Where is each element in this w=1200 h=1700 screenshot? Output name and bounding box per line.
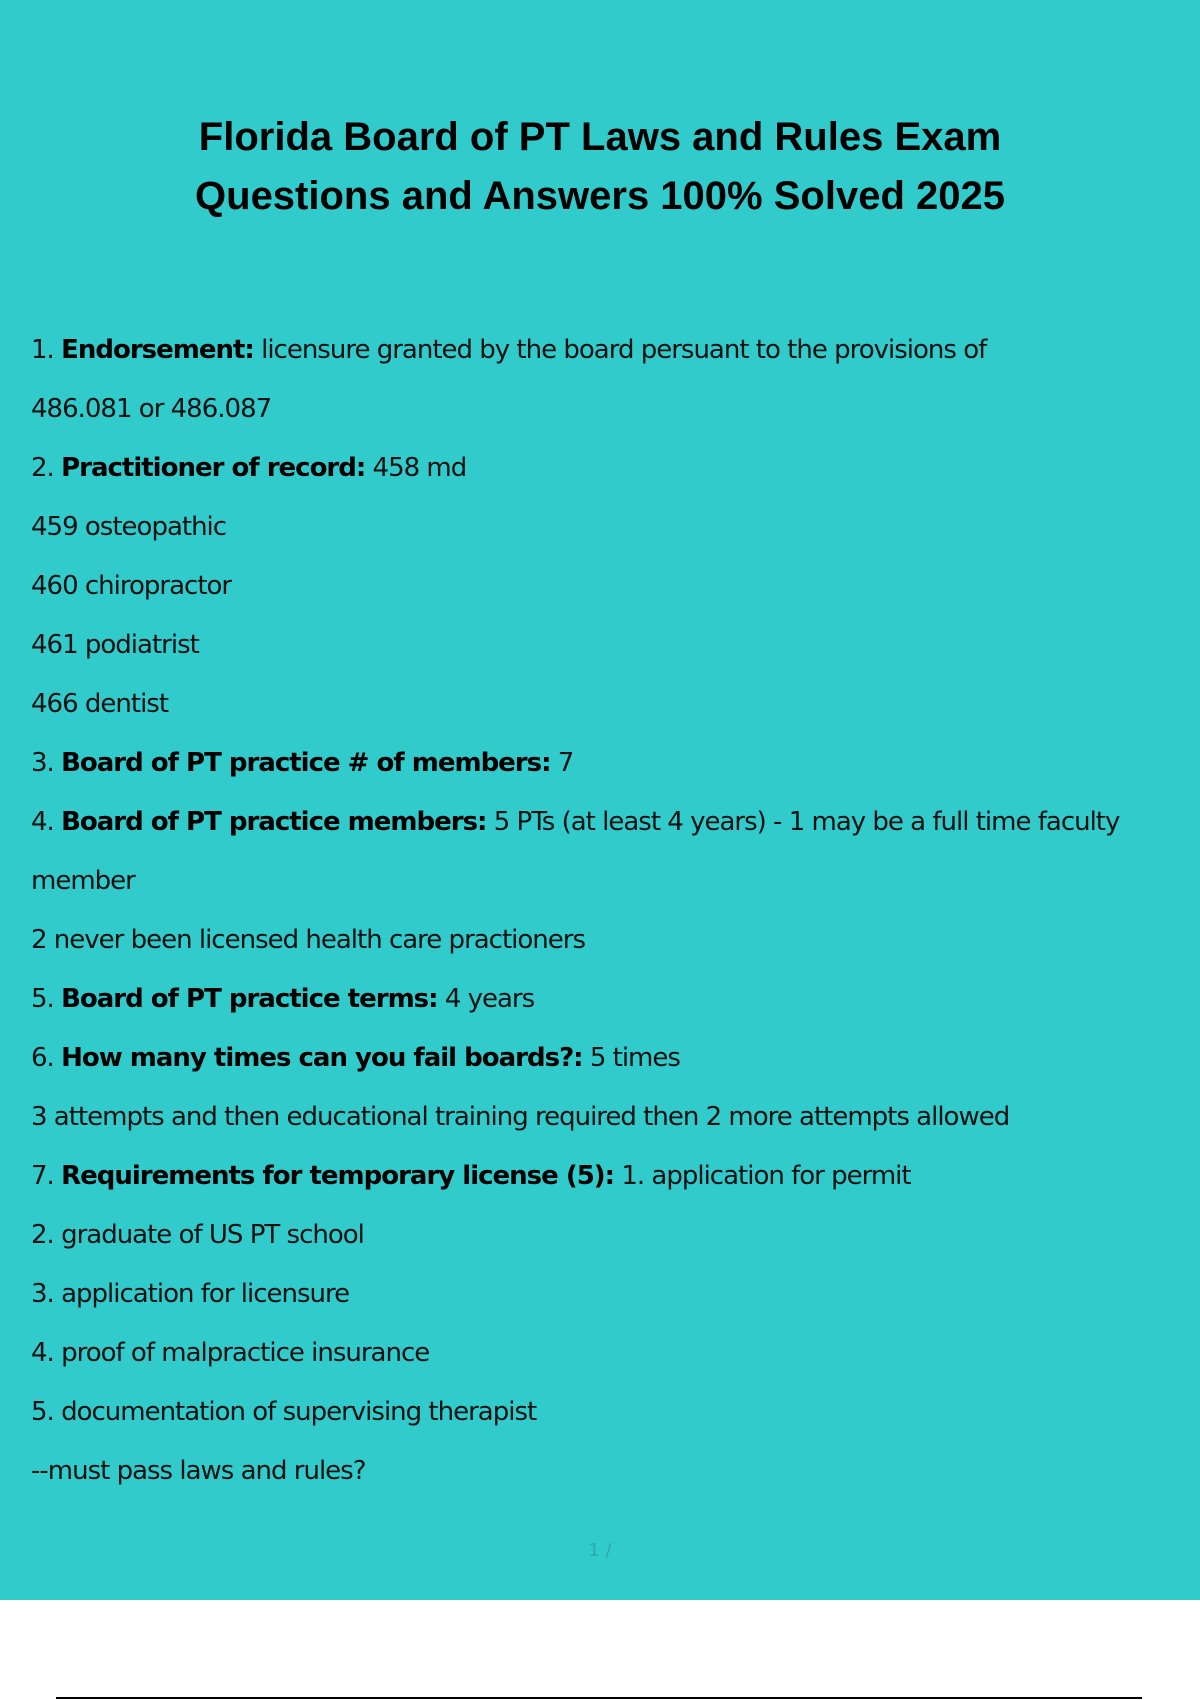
item-term: Requirements for temporary license (5): (61, 1161, 615, 1191)
item-definition: 7 (557, 748, 574, 778)
item-number: 5. (31, 984, 54, 1014)
item-term: How many times can you fail boards?: (61, 1043, 583, 1073)
qa-item-5 (31, 970, 1171, 1029)
qa-list (31, 321, 1171, 1501)
continuation-line: --must pass laws and rules? (31, 1456, 366, 1486)
item-definition: 5 PTs (at least 4 years) - 1 may be a full time faculty (493, 807, 1120, 837)
continuation-line: 459 osteopathic (31, 512, 227, 542)
item-definition: 4 years (444, 984, 535, 1014)
continuation-line: 5. documentation of supervising therapist (31, 1397, 537, 1427)
title-line-2: Questions and Answers 100% Solved 2025 (195, 174, 1005, 218)
item-number: 6. (31, 1043, 54, 1073)
continuation-line: 2. graduate of US PT school (31, 1220, 364, 1250)
continuation-line: member (31, 866, 135, 896)
item-term: Board of PT practice terms: (61, 984, 438, 1014)
qa-item-4 (31, 793, 1171, 852)
qa-item-3 (31, 734, 1171, 793)
item-number: 3. (31, 748, 54, 778)
continuation-line: 461 podiatrist (31, 630, 199, 660)
title-line-1: Florida Board of PT Laws and Rules Exam (198, 115, 1002, 159)
continuation-line: 486.081 or 486.087 (31, 394, 272, 424)
footer-divider (56, 1697, 1142, 1699)
item-definition: 1. application for permit (621, 1161, 911, 1191)
continuation-line: 4. proof of malpractice insurance (31, 1338, 430, 1368)
item-term: Board of PT practice # of members: (61, 748, 551, 778)
item-definition: 5 times (589, 1043, 680, 1073)
qa-item-2 (31, 439, 1171, 498)
item-number: 7. (31, 1161, 54, 1191)
qa-item-1 (31, 321, 1171, 380)
page-number: 1 / (588, 1540, 612, 1561)
continuation-line: 3. application for licensure (31, 1279, 350, 1309)
continuation-line: 460 chiropractor (31, 571, 232, 601)
qa-item-7 (31, 1147, 1171, 1206)
item-definition: 458 md (372, 453, 467, 483)
item-definition: licensure granted by the board persuant to the provisions of (261, 335, 987, 365)
item-number: 1. (31, 335, 54, 365)
continuation-line: 466 dentist (31, 689, 169, 719)
item-number: 4. (31, 807, 54, 837)
item-term: Endorsement: (61, 335, 254, 365)
continuation-line: 3 attempts and then educational training required then 2 more attempts allowed (31, 1102, 1010, 1132)
qa-item-6 (31, 1029, 1171, 1088)
item-term: Practitioner of record: (61, 453, 366, 483)
item-term: Board of PT practice members: (61, 807, 487, 837)
document-title (0, 108, 1200, 226)
item-number: 2. (31, 453, 54, 483)
continuation-line: 2 never been licensed health care practioners (31, 925, 586, 955)
